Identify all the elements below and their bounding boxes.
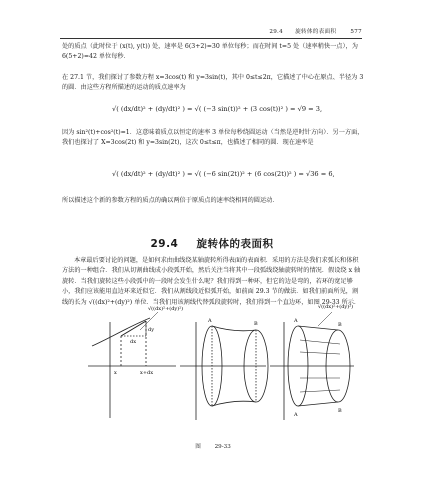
- secant-label-left: √((dx)²+(dy)²): [148, 306, 184, 312]
- label-B-right-bottom: B: [338, 408, 342, 414]
- label-B-right: B: [338, 322, 342, 328]
- label-A-middle: A: [208, 318, 212, 324]
- ring-left-middle: [202, 326, 222, 406]
- equation-speed-1: √( (dx/dt)² + (dy/dt)² ) = √( (−3 sin(t))² + (3 cos(t))² ) = √9 = 3,: [112, 105, 323, 113]
- running-header: [60, 27, 362, 37]
- ring-right-middle: [244, 330, 268, 402]
- section-heading-title: 旋转体的表面积: [196, 238, 274, 250]
- label-leader-right: [318, 312, 332, 326]
- equation-speed-2: √( (dx/dt)² + (dy/dt)² ) = √( (−6 sin(2t))² + (6 cos(2t))² ) = √36 = 6,: [112, 170, 335, 178]
- section-heading-number: 29.4: [150, 238, 179, 250]
- ring-left-right: [288, 326, 308, 406]
- label-leader-left: [140, 312, 158, 330]
- paragraph-3: 因为 sin²(t)+cos²(t)=1．这意味着质点以恒定的速率 3 单位每秒绕圆运动（当然是逆时针方向）．另一方面，我们也探讨了 X=3cos(2t) 和 y=3sin(2t)，这次 0≤t≤π，也描述了相同的圆．现在速率是: [62, 129, 364, 147]
- dy-label: dy: [148, 327, 155, 333]
- figure-caption-label: 图: [195, 444, 201, 450]
- label-A-right-bottom: A: [294, 412, 298, 418]
- paragraph-4: 所以描述这个新的参数方程的质点的确以两倍于原质点的速率绕相同的圆运动．: [62, 197, 279, 204]
- paragraph-2: 在 27.1 节，我们探讨了参数方程 x=3cos(t) 和 y=3sin(t)，其中 0≤t≤2π，它描述了中心在原点、半径为 3 的圆．由这些方程所描述的运动的质点速率为: [62, 74, 364, 92]
- header-rule: [60, 38, 362, 39]
- bottom-secant-right: [298, 402, 338, 406]
- figure-right-panel: [270, 312, 354, 420]
- paragraph-1: 处的质点（此时位于 (x(t), y(t)) 处，速率是 6(3+2)=30 单位每秒；而在时间 t=5 处（速率稍快一点），为 6(5+2)=42 单位每秒．: [62, 43, 358, 61]
- figure-middle-panel: [180, 322, 268, 420]
- dx-label: dx: [130, 339, 137, 345]
- band-4: [300, 390, 340, 392]
- top-curve-middle: [212, 326, 256, 331]
- figure-left-panel: [88, 312, 176, 418]
- curve-left: [92, 318, 150, 346]
- figure-caption-number: 29-33: [214, 444, 231, 450]
- xdx-label: x+dx: [140, 370, 154, 376]
- secant-label-right: √((dx)²+(dy)²): [318, 304, 354, 310]
- ring-right-right: [326, 330, 350, 402]
- secant-line: [121, 321, 146, 336]
- band-1: [300, 340, 340, 344]
- section-heading: [60, 236, 364, 251]
- page-number: 577: [350, 29, 362, 35]
- figure-caption: [62, 442, 364, 450]
- band-2: [300, 352, 340, 354]
- x-label: x: [114, 370, 117, 376]
- header-section-title: 旋转体的表面积: [295, 29, 337, 35]
- label-A-right: A: [294, 318, 298, 324]
- top-secant-right: [298, 326, 338, 330]
- label-B-middle: B: [254, 321, 258, 327]
- header-section-number: 29.4: [269, 29, 283, 35]
- paragraph-5: 本章最后要讨论的问题，是如何求由曲线绕某轴旋转所得表面的表面积．采用的方法是我们求弧长和体积方法的一种组合．我们从切割曲线成小段弧开始，然后关注当将其中一段弧线绕轴旋转时的情况．假设绕 x 轴旋转．当我们旋转这些小段弧中的一段时会发生什么呢？我们得到一种环，但它的边是弯的，若环的宽足够小，我们应该能用直边环来近似它．我们从割线段近似弧开始，如前面 29.3 节的做法．如我们前面所见，割线的长为 √((dx)²+(dy)²) 单位．当我们用该割线代替弧段旋转时，我们得到一个直边环，如图 29-33 所示．: [62, 257, 361, 306]
- bottom-curve-middle: [212, 401, 256, 406]
